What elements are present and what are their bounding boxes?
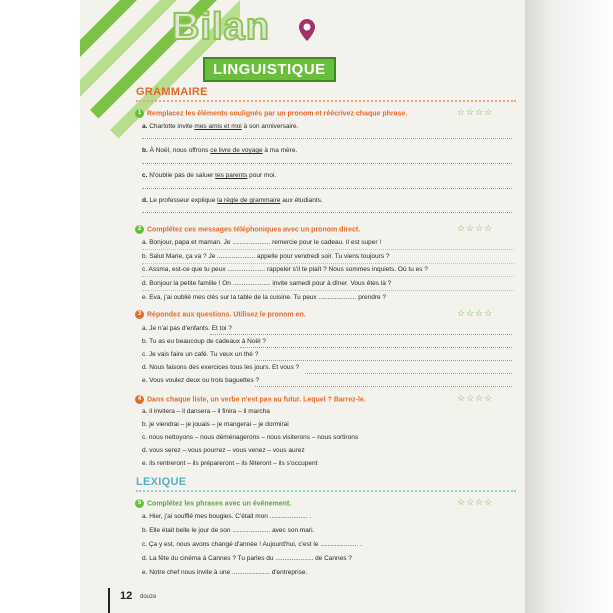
answer-line[interactable] [240,347,512,348]
exercise-4-item: d. vous serez – vous pourrez – vous venez – vous aurez [142,447,305,454]
row-divider [142,249,514,250]
exercise-4-item: a. il invitera – il dansera – il finira – il marcha [142,408,270,415]
exercise-number: 3 [135,310,144,319]
exercise-2-instruction: 2 Complétez ces messages téléphoniques avec un pronom direct. [135,225,360,234]
section-heading-lexique: LEXIQUE [136,476,187,488]
exercise-2-item: d. Bonjour la petite famille ! On ..................... invite samedi pour à dîner. Vous êtes là ? [142,280,392,287]
exercise-3-item: e. Vous voulez deux ou trois baguettes ? [142,377,260,384]
exercise-3-item: a. Je n'ai pas d'enfants. Et toi ? [142,325,232,332]
section-underline [136,490,516,492]
exercise-5-item: b. Elle était belle le jour de son ..................... avec son mari. [142,527,315,534]
textbook-page [80,0,525,613]
answer-line[interactable] [255,360,512,361]
exercise-2-item: a. Bonjour, papa et maman. Je ..................... remercie pour le cadeau. Il est super ! [142,239,382,246]
exercise-4-item: b. je viendrai – je jouais – je mangerai – je dormirai [142,421,289,428]
rating-stars: ☆☆☆☆ [457,497,494,507]
exercise-number: 5 [135,499,144,508]
exercise-3-instruction: 3 Répondez aux questions. Utilisez le pronom en. [135,310,306,319]
exercise-1-item-d: d. Le professeur explique la règle de grammaire aux étudiants. [142,197,323,204]
exercise-5-item: d. La fête du cinéma à Cannes ? Tu parles du ..................... de Cannes ? [142,555,352,562]
rating-stars: ☆☆☆☆ [457,107,494,117]
exercise-2-item: c. Assma, est-ce que tu peux ..................... rappeler s'il te plaît ? Nous sommes inquiets. Où tu es ? [142,266,428,273]
exercise-4-item: e. ils rentreront – ils prépareront – ils fêteront – ils s'occupent [142,460,318,467]
exercise-1-instruction: 1 Remplacez les éléments soulignés par un pronom et réécrivez chaque phrase. [135,109,407,118]
exercise-5-item: c. Ça y est, nous avons changé d'année ! Aujourd'hui, c'est le ..................... . [142,541,362,548]
section-heading-grammaire: GRAMMAIRE [136,86,208,98]
exercise-3-item: b. Tu as eu beaucoup de cadeaux à Noël ? [142,338,266,345]
row-divider [142,276,514,277]
rating-stars: ☆☆☆☆ [457,308,494,318]
row-divider [142,290,514,291]
exercise-1-item-c: c. N'oublie pas de saluer tes parents pour moi. [142,172,277,179]
answer-line[interactable] [142,212,512,213]
exercise-2-item: b. Salut Marie, ça va ? Je ..................... appelle pour vendredi soir. Tu viens toujours ? [142,253,390,260]
exercise-1-item-a: a. Charlotte invite mes amis et moi à son anniversaire. [142,123,299,130]
page-title: Bilan [172,6,270,48]
location-pin-icon [298,18,316,42]
exercise-5-instruction: 5 Complétez les phrases avec un événement. [135,499,291,508]
exercise-5-item: e. Notre chef nous invite à une ..................... d'entreprise. [142,569,308,576]
exercise-4-item: c. nous nettoyons – nous déménagerons – nous visiterons – nous sortirons [142,434,359,441]
exercise-number: 2 [135,225,144,234]
page-number: 12 [120,590,133,602]
exercise-2-item: e. Eva, j'ai oublié mes clés sur la table de la cuisine. Tu peux ..................... prendre ? [142,294,387,301]
answer-line[interactable] [142,188,512,189]
page-number-word: douze [140,594,157,600]
exercise-5-item: a. Hier, j'ai soufflé mes bougies. C'était mon ..................... . [142,513,312,520]
section-badge: LINGUISTIQUE [203,57,336,82]
rating-stars: ☆☆☆☆ [457,393,494,403]
answer-line[interactable] [210,334,512,335]
exercise-3-item: c. Je vais faire un café. Tu veux un thé ? [142,351,259,358]
answer-line[interactable] [255,386,512,387]
exercise-number: 1 [135,109,144,118]
answer-line[interactable] [142,163,512,164]
row-divider [142,263,514,264]
section-underline [136,100,516,102]
page-shadow [525,0,613,613]
answer-line[interactable] [305,373,512,374]
exercise-1-item-b: b. À Noël, nous offrons ce livre de voyage à ma mère. [142,147,298,154]
exercise-4-instruction: 4 Dans chaque liste, un verbe n'est pas au futur. Lequel ? Barrez-le. [135,395,366,404]
answer-line[interactable] [142,138,512,139]
footer-bar [108,588,110,613]
rating-stars: ☆☆☆☆ [457,223,494,233]
exercise-3-item: d. Nous faisons des exercices tous les jours. Et vous ? [142,364,300,371]
exercise-number: 4 [135,395,144,404]
